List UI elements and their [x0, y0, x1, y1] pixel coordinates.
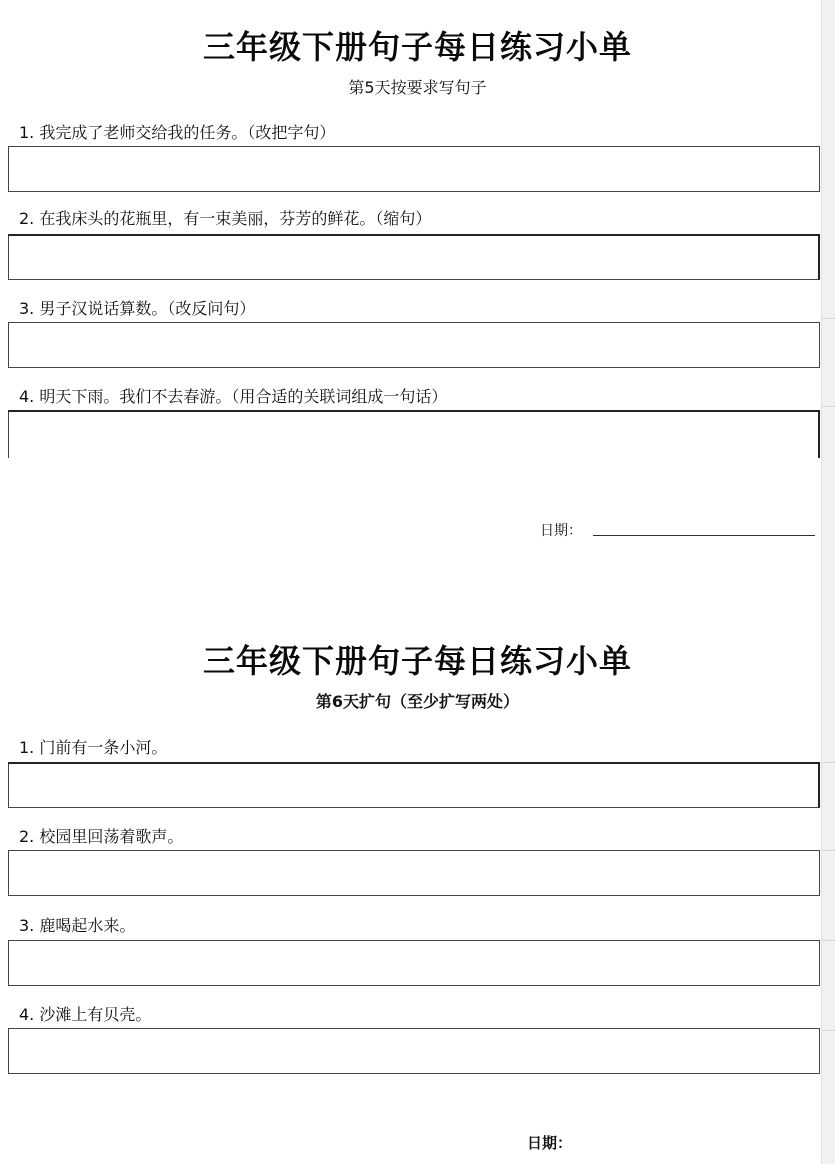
edge-tick: [822, 940, 835, 941]
worksheet-subtitle: 第6天扩句（至少扩写两处）: [315, 692, 520, 711]
page-edge-strip: [821, 0, 835, 1164]
question-4: 4. 明天下雨。我们不去春游。（用合适的关联词组成一句话）: [19, 387, 448, 406]
edge-tick: [822, 318, 835, 319]
edge-tick: [822, 762, 835, 763]
answer-box-2[interactable]: [8, 850, 820, 896]
answer-box-3[interactable]: [8, 940, 820, 986]
question-2: 2. 在我床头的花瓶里，有一束美丽，芬芳的鲜花。（缩句）: [19, 209, 432, 228]
answer-box-1[interactable]: [8, 762, 820, 808]
question-4: 4. 沙滩上有贝壳。: [19, 1005, 152, 1024]
answer-box-2[interactable]: [8, 234, 820, 280]
date-label: 日期：: [527, 1134, 573, 1152]
question-3: 3. 男子汉说话算数。（改反问句）: [19, 299, 256, 318]
answer-box-1[interactable]: [8, 146, 820, 192]
worksheet-title: 三年级下册句子每日练习小单: [202, 642, 632, 680]
answer-box-4[interactable]: [8, 1028, 820, 1074]
edge-tick: [822, 850, 835, 851]
date-input-line[interactable]: [593, 535, 815, 536]
question-2: 2. 校园里回荡着歌声。: [19, 827, 184, 846]
question-3: 3. 鹿喝起水来。: [19, 916, 136, 935]
worksheet-title: 三年级下册句子每日练习小单: [202, 28, 632, 66]
answer-box-3[interactable]: [8, 322, 820, 368]
edge-tick: [822, 1030, 835, 1031]
answer-box-4[interactable]: [8, 410, 820, 458]
edge-tick: [822, 406, 835, 407]
question-1: 1. 我完成了老师交给我的任务。（改把字句）: [19, 123, 336, 142]
question-1: 1. 门前有一条小河。: [19, 738, 168, 757]
worksheet-subtitle: 第5天按要求写句子: [348, 78, 487, 97]
date-label: 日期：: [540, 523, 582, 539]
